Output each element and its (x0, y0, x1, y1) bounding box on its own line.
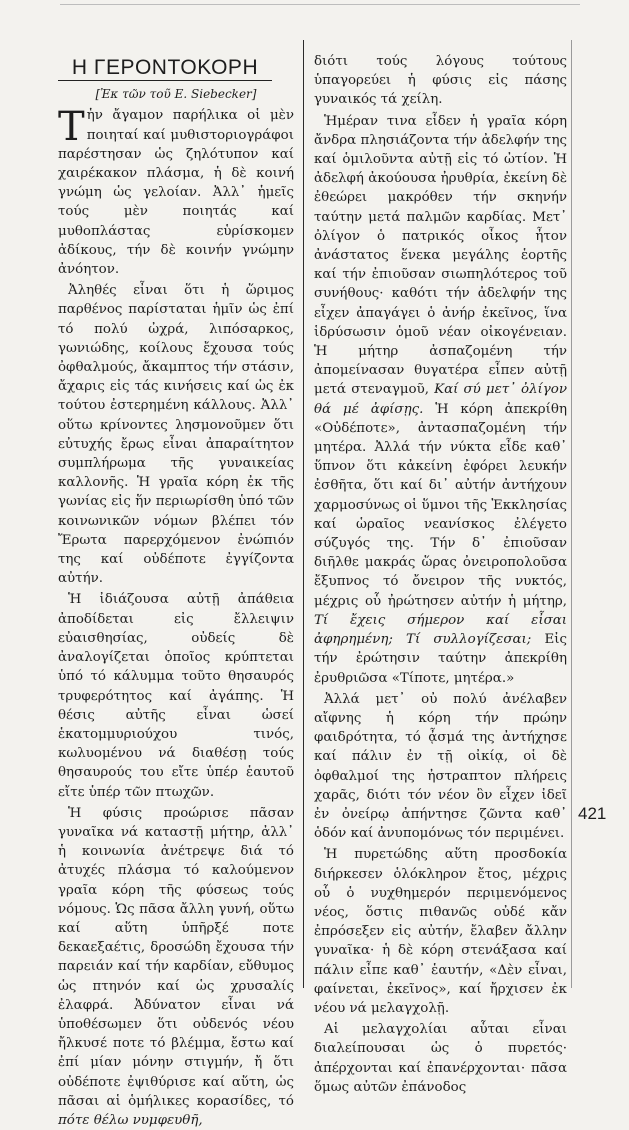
column-divider (303, 40, 304, 988)
paragraph-2: Ἀληθές εἶναι ὅτι ἡ ὥριμος παρθένος παρίσταται ἡμῖν ὡς ἐπί τό πολύ ὠχρά, λιπόσαρκος, γωνιώδης, κοίλους ἔχουσα τούς ὀφθαλμούς, ἄκαμπτος τήν στάσιν, ἄχαρις εἰς τάς κινήσεις καί ὡς ἐκ τούτου ἐστερημένη κάλλους. Ἀλλ᾿ οὕτω κρίνοντες λησμονοῦμεν ὅτι εὐτυχής ἔρως εἶναι ἀπαραίτητον συμπλήρωμα τῆς γυναικείας καλλονῆς. Ἡ γραῖα κόρη ἐκ τῆς γωνίας εἰς ἥν περιωρίσθη ὑπό τῶν κοινωνικῶν νόμων βλέπει τόν Ἔρωτα παρερχόμενον ἐνώπιόν της καί οὐδέποτε ἐγγίζοντα αὐτήν. (58, 283, 294, 587)
paragraph-4: Ἡ φύσις προώρισε πᾶσαν γυναῖκα νά καταστῇ μήτηρ, ἀλλ᾿ ἡ κοινωνία ἀνέτρεψε διά τό ἀτυχές πλάσμα τό καλούμενον γραῖα κόρη τῆς φύσεως τούς νόμους. Ὡς πᾶσα ἄλλη γυνή, οὕτω καί αὕτη ὑπῆρξέ ποτε δεκαεξαέτις, δροσώδη ἔχουσα τήν παρειάν καί τήν καρδίαν, εὔθυμος ὡς πτηνόν καί ὡς χρυσαλίς ἐλαφρά. Ἀδύνατον εἶναι νά ὑποθέσωμεν ὅτι οὐδενός νέου ἤλκυσέ ποτε τό βλέμμα, ἔστω καί ἐπί μίαν μόνην στιγμήν, ἤ ὅτι οὐδέποτε ἐψιθύρισε καί αὕτη, ὡς πᾶσαι αἱ ὁμήλικες κορασίδες, τό πότε θέλω νυμφευθῆ, (58, 805, 294, 1128)
italic-quote-1: Καί σύ μετ᾿ ὀλίγον θά μέ ἀφίσῃς. (314, 382, 568, 417)
right-column (314, 52, 567, 1097)
drop-cap: Τ (58, 104, 85, 151)
page-number: 421 (578, 804, 607, 823)
paragraph-7: Ἡ πυρετώδης αὕτη προσδοκία διήρκεσεν ὁλόκληρον ἔτος, μέχρις οὗ ὁ νυχθημερόν περιμενόμενος νέος, ὅστις πιθανῶς οὐδέ κἄν ἐπρόσεξεν εἰς αὐτήν, ἔλαβεν ἄλλην γυναῖκα· ἡ δὲ κόρη στενάξασα καί πάλιν εἶπε καθ᾿ ἑαυτήν, «Δὲν εἶναι, φαίνεται, ἐκεῖνος», καί ἤρχισεν ἐκ νέου νά μελαγχολῇ. (314, 847, 567, 1016)
left-column (58, 58, 294, 1130)
article-title: Η ΓΕΡΟΝΤΟΚΟΡΗ (58, 58, 272, 81)
paragraph-1: Τἡν ἄγαμον παρήλικα οἱ μὲν ποιηταί καί μυθιστοριογράφοι παρέστησαν ὡς ζηλότυπον καί χαιρέκακον πλάσμα, ἡ δὲ κοινή γνώμη ὡς γελοίαν. Ἀλλ᾿ ἡμεῖς τούς μὲν ποιητάς καί μυθοπλάστας εὑρίσκομεν ἀδίκους, τήν δὲ κοινήν γνώμην ἀνόητον. (58, 104, 294, 278)
paragraph-6: Ἀλλά μετ᾿ οὐ πολύ ἀνέλαβεν αἴφνης ἡ κόρη τήν πρώην φαιδρότητα, τό ᾆσμά της ἀντήχησε καί πάλιν ἐν τῇ οἰκίᾳ, οἱ δὲ ὀφθαλμοί της ἠστραπτον πλήρεις χαρᾶς, διότι τόν νέον ὃν εἶχεν ἰδεῖ ἐν ὀνείρῳ ἀπήντησε ζῶντα καθ᾿ ὁδόν καί ἀνυπομόνως τόν περιμένει. (314, 691, 567, 842)
paragraph-3: Ἡ ἰδιάζουσα αὐτῇ ἀπάθεια ἀποδίδεται εἰς ἔλλειψιν εὐαισθησίας, οὐδείς δὲ ἀναλογίζεται ὁποῖος κρύπτεται ὑπό τό κάλυμμα τοῦτο θησαυρός τρυφερότητος καί ἀγάπης. Ἡ θέσις αὐτῆς εἶναι ὡσεί ἑκατομμυριούχου τινός, κωλυομένου νά διαθέσῃ τούς θησαυρούς του εἴτε ὑπέρ ἑαυτοῦ εἴτε ὑπέρ τῶν πτωχῶν. (58, 592, 294, 800)
article-source: [Ἐκ τῶν τοῦ E. Siebecker] (95, 87, 257, 102)
paragraph-5: Ἡμέραν τινα εἶδεν ἡ γραῖα κόρη ἄνδρα πλησιάζοντα τήν ἀδελφήν της καί ὁμιλοῦντα αὐτῇ εἰς τό ὠτίον. Ἡ ἀδελφή ἀκούουσα ἠρυθρία, ἐκείνη δὲ ἐθεώρει μακρόθεν τήν σκηνήν ταύτην μετά παλμῶν καρδίας. Μετ᾿ ὀλίγον ὁ πατρικός οἶκος ἦτον ἀνάστατος ἕνεκα μεγάλης ἑορτῆς καί τήν ἐπιοῦσαν σιωπηλότερος τοῦ συνήθους· καθότι τήν ἀδελφήν της εἶχεν ἀπαγάγει ὁ ἀνήρ ἐκεῖνος, ἵνα ἱδρύσωσιν ὁμοῦ νέαν οἰκογένειαν. Ἡ μήτηρ ἀσπαζομένη τήν ἀπομείνασαν θυγατέρα εἶπεν αὐτῇ μετά στεναγμοῦ, Καί σύ μετ᾿ ὀλίγον θά μέ ἀφίσῃς. Ἡ κόρη ἀπεκρίθη «Οὐδέποτε», ἀντασπαζομένη τήν μητέρα. Ἀλλά τήν νύκτα εἶδε καθ᾿ ὕπνον ὅτι κἀκείνη ἐφόρει λευκήν ἐσθῆτα, ὅτι καί δι᾿ αὐτήν ἀντήχουν χαρμοσύνως οἱ ὕμνοι τῆς Ἐκκλησίας καί ὡραῖος νεανίσκος ἐλέγετο σύζυγός της. Τήν δ᾿ ἐπιοῦσαν διῆλθε μακράς ὥρας ὀνειροπολοῦσα ἔξυπνος τό ὄνειρον τῆς νυκτός, μέχρις οὗ ἠρώτησεν αὐτήν ἡ μήτηρ, Τί ἔχεις σήμερον καί εἶσαι ἀφηρημένη; Τί συλλογίζεσαι; Εἰς τήν ἐρώτησιν ταύτην ἀπεκρίθη ἐρυθριῶσα «Τίποτε, μητέρα.» (314, 113, 568, 686)
right-margin-rule (571, 40, 572, 988)
paragraph-continued: διότι τούς λόγους τούτους ὑπαγορεύει ἡ φύσις εἰς πάσης γυναικός τά χείλη. (314, 54, 567, 108)
paragraph-8: Αἱ μελαγχολίαι αὗται εἶναι διαλείπουσαι ὡς ὁ πυρετός· ἀπέρχονται καί ἐπανέρχονται· πᾶσα ὅμως αὐτῶν ἐπάνοδος (314, 1022, 567, 1095)
top-rule (60, 4, 580, 11)
italic-phrase: πότε θέλω νυμφευθῆ, (58, 1112, 203, 1128)
italic-quote-2: Τί ἔχεις σήμερον καί εἶσαι ἀφηρημένη; Τί συλλογίζεσαι; (314, 612, 567, 648)
